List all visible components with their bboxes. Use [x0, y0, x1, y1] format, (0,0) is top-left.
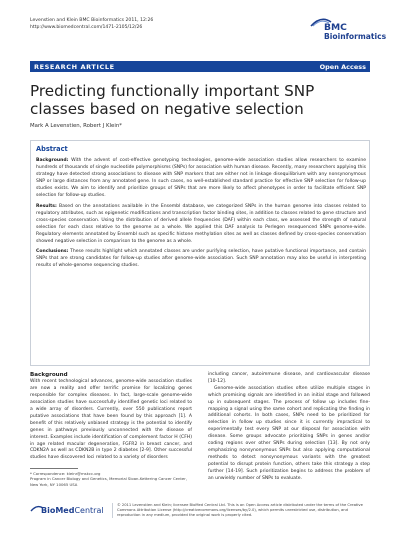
abstract-heading: Abstract: [36, 145, 68, 153]
footer-logo-text: [41, 506, 104, 515]
body-paragraph-left: With recent technological advances, genome-wide association studies are now a reality and offer terrific promise for localizing genes responsible for complex diseases. In fact, large-scale genome-wide association studies have successfully identified genetic loci related to a wide array of disorders. Currently, over 550 publications report putative associations that have been found by this approach [1]. A benefit of this relatively unbiased strategy is the potential to identify genes in pathways previously unconnected with the disease of interest. Examples include identification of complement factor H (CFH) in age related macular degeneration, FGFR2 in breast cancer, and CDKN2A as well as CDKN2B in type 2 diabetes [2-9]. Other successful studies have discovered loci related to a variety of disorders: [30, 379, 192, 461]
footer-logo-bio: BioMed: [41, 506, 75, 515]
footer-logo-central: Central: [74, 506, 104, 515]
abstract-results-text: Based on the annotations available in the Ensembl database, we categorized SNPs in the human genome into classes related to regulatory attributes, such as epigenetic modifications and transcription factor binding sites, in addition to classes related to gene structure and cross-species conservation. Using the distribution of derived allele frequencies (DAF) within each class, we assessed the strength of natural selection for each class relative to the genome as a whole. We applied this DAF analysis to Perlegen resequenced SNPs genome-wide. Regulatory elements annotated by Ensembl such as specific histone methylation sites as well as classes defined by cross-species conservation showed negative selection in comparison to the genome as a whole.: [36, 203, 366, 245]
bmc-bioinformatics-logo: [310, 16, 387, 44]
citation-header: [30, 18, 280, 31]
footnote-correspondence: * Correspondence: kleinr@mskcc.org: [30, 471, 101, 476]
body-column-left: [30, 372, 192, 462]
article-type-banner: [30, 61, 370, 72]
abstract-body: [36, 157, 366, 272]
article-authors: Mark A Levenstien, Robert J Klein*: [30, 123, 122, 129]
abstract-background-text: With the advent of cost-effective genotyping technologies, genome-wide association studies allow researchers to examine hundreds of thousands of single nucleotide polymorphisms (SNPs) for association with human disease. Recently, many researchers applying this strategy have detected strong associations to disease with SNP markers that are either not in linkage disequilibrium with any nonsynonymous SNP or large distances from any annotated gene. In such cases, no well-established standard practice for effective SNP selection for follow-up studies exists. We aim to identify and prioritize groups of SNPs that are more likely to affect phenotypes in order to facilitate efficient SNP selection for follow-up studies.: [36, 158, 366, 199]
footnote-divider: [30, 468, 78, 469]
abstract-box: [30, 140, 370, 366]
abstract-conclusions: [36, 248, 366, 269]
background-heading: Background: [30, 372, 68, 378]
abstract-background-label: Background:: [36, 158, 69, 163]
abstract-conclusions-text: These results highlight which annotated classes are under purifying selection, have putative functional importance, and contain SNPs that are strong candidates for follow-up studies after genome-wide association. Such SNP annotation may also be useful in interpreting results of whole-genome sequencing studies.: [36, 249, 367, 269]
body-paragraph-right-1: including cancer, autoimmune disease, and cardiovascular disease [10-12].: [208, 372, 370, 384]
footnote: [30, 471, 192, 487]
logo-text: [324, 24, 386, 41]
body-column-right: [208, 372, 370, 483]
logo-line2: Bioinformatics: [324, 31, 387, 41]
abstract-results-label: Results:: [36, 203, 57, 209]
citation-text: Levenstien and Klein BMC Bioinformatics 2011, 12:26: [30, 18, 154, 23]
citation-url[interactable]: http://www.biomedcentral.com/1471-2105/12/26: [30, 24, 143, 30]
abstract-conclusions-label: Conclusions:: [36, 249, 69, 255]
footnote-affiliation: Program in Cancer Biology and Genetics, Memorial Sloan-Kettering Cancer Center, New York, NY 10065 USA: [30, 476, 187, 487]
body-paragraph-right-2: Genome-wide association studies often utilize multiple stages in which promising signals are identified in an initial stage and followed up in subsequent stages. The process of follow up includes fine-mapping a signal using the same cohort and replicating the finding in additional cohorts. In both cases, SNPs need to be prioritized for selection in follow up studies since it is currently impractical to experimentally test every SNP at our disposal for association with disease. Some groups advocate prioritizing SNPs in genes and/or coding regions over other SNPs during selection [13]. By not only emphasizing nonsynonymous SNPs but also applying computational methods to detect nonsynonymous variants with the greatest potential to disrupt protein function, others take this strategy a step further [14-19]. Such prioritization begins to address the problem of an unwieldy number of SNPs to evaluate.: [208, 385, 370, 481]
article-type-label: RESEARCH ARTICLE: [34, 62, 115, 71]
abstract-background: [36, 157, 366, 200]
open-access-label: Open Access: [319, 62, 366, 71]
abstract-results: [36, 203, 366, 246]
article-title: Predicting functionally important SNP classes based on negative selection: [30, 82, 315, 119]
logo-line1: BMC: [324, 22, 347, 33]
biomed-central-logo: [30, 504, 110, 518]
copyright-notice: © 2011 Levenstien and Klein; licensee BioMed Central Ltd. This is an Open Access article distributed under the terms of the Creative Commons Attribution License (http://creativecommons.org/licenses/by/2.0), which permits unrestricted use, distribution, and reproduction in any medium, provided the original work is properly cited.: [112, 503, 370, 518]
page-footer: [30, 500, 370, 524]
